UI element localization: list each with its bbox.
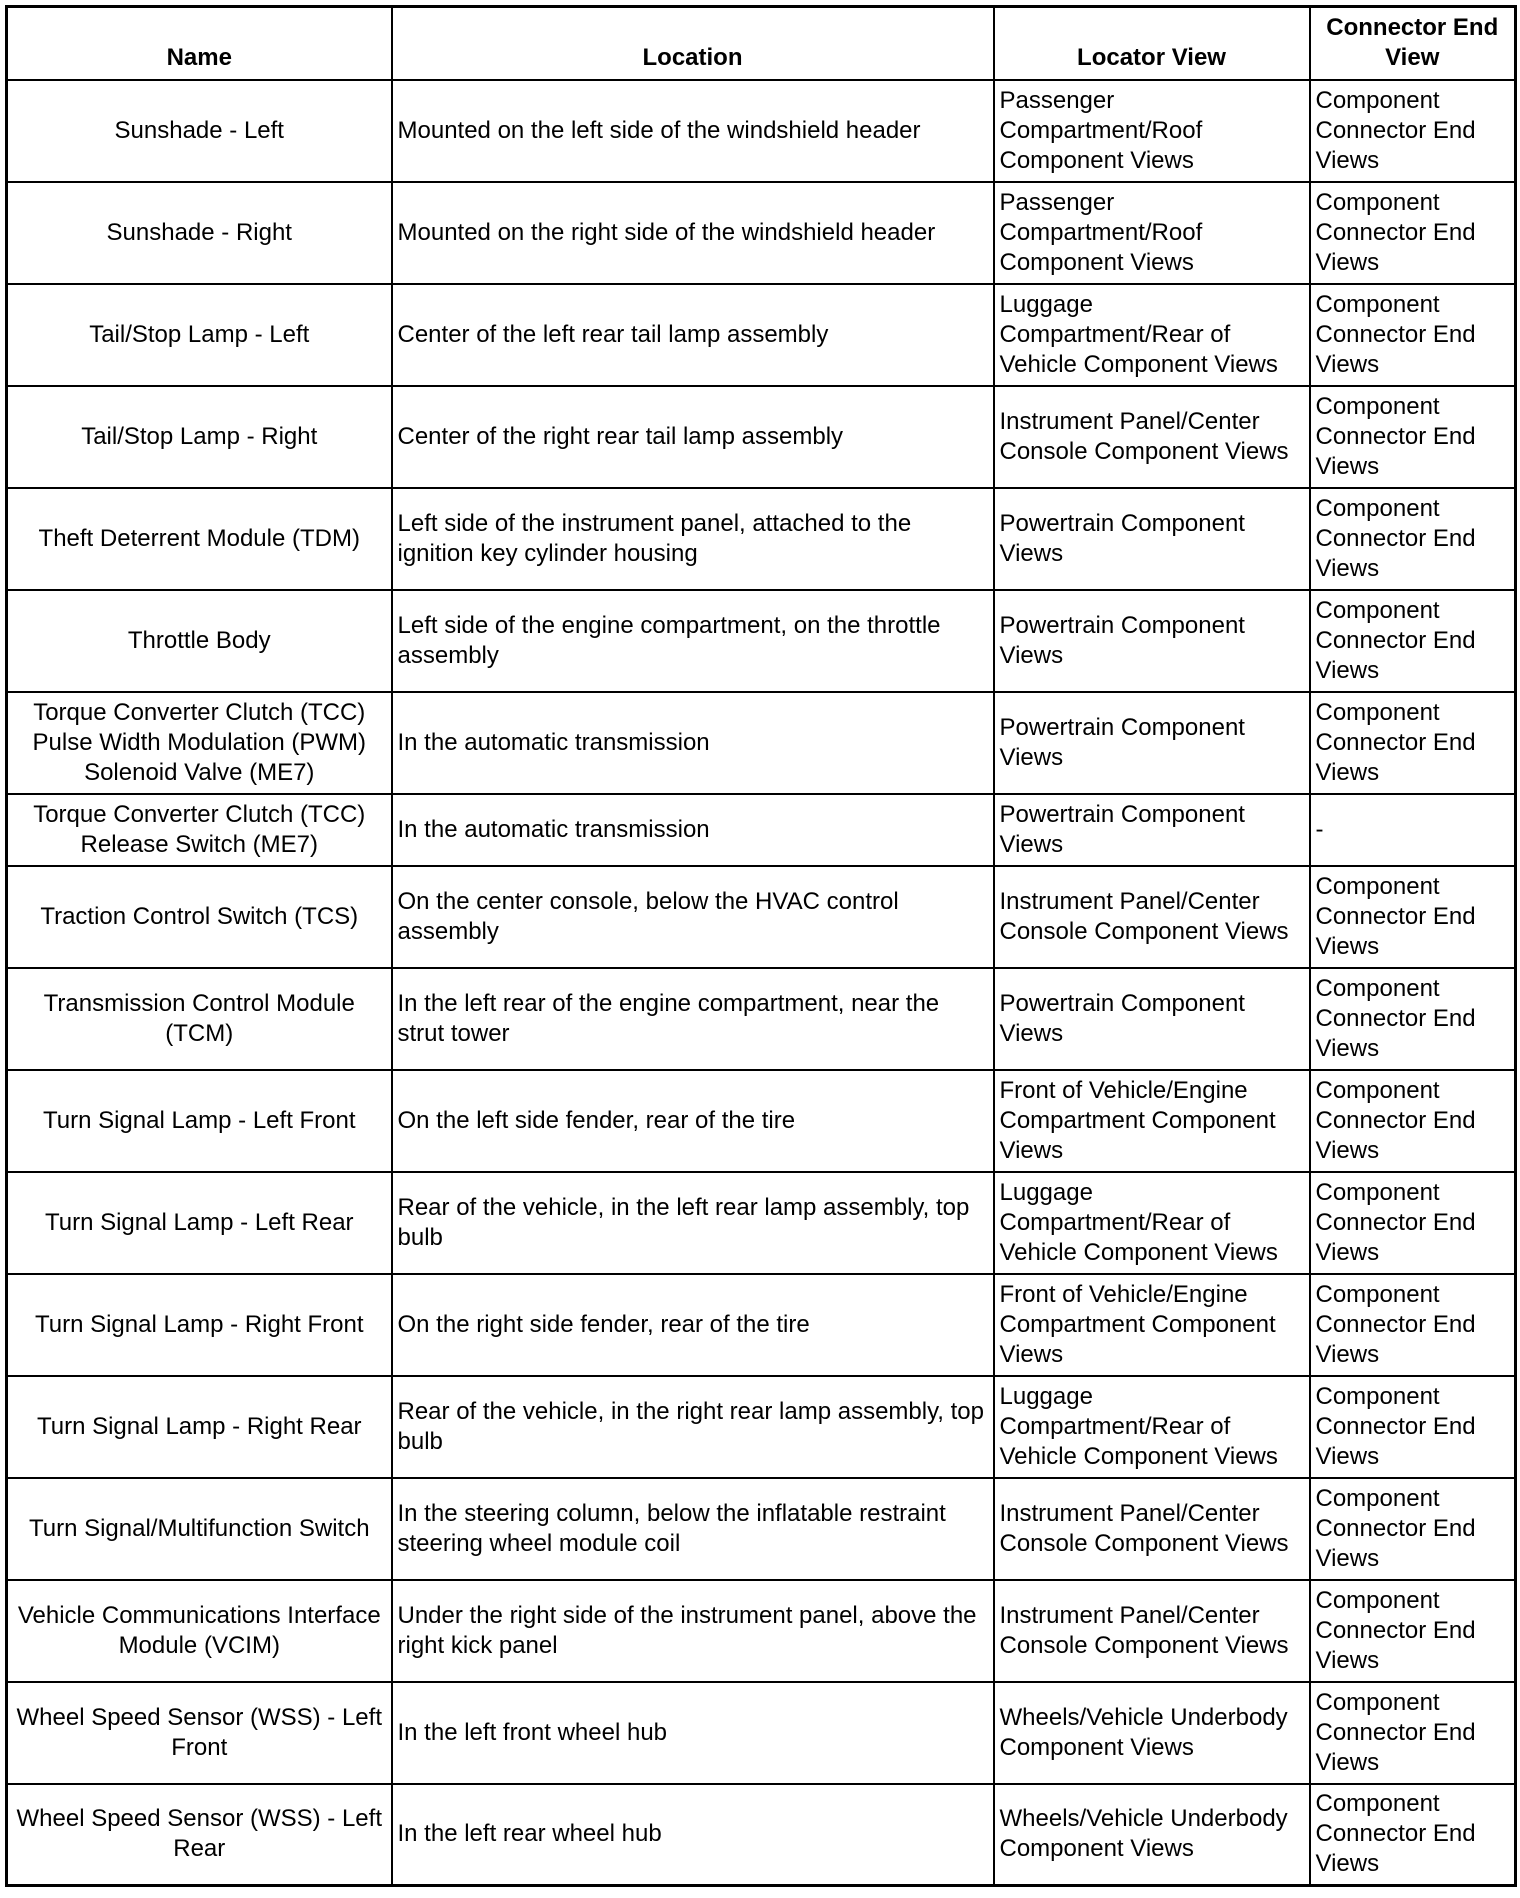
- table-row: [7, 1478, 1516, 1580]
- locator-view: Powertrain Component Views: [994, 968, 1310, 1070]
- connector-end-view: Component Connector End Views: [1310, 1172, 1516, 1274]
- locator-view: Front of Vehicle/Engine Compartment Component Views: [994, 1070, 1310, 1172]
- locator-view: Powertrain Component Views: [994, 590, 1310, 692]
- component-locator-table: [5, 5, 1517, 1887]
- locator-view: Luggage Compartment/Rear of Vehicle Component Views: [994, 1172, 1310, 1274]
- component-name: Throttle Body: [7, 590, 392, 692]
- locator-view: Front of Vehicle/Engine Compartment Component Views: [994, 1274, 1310, 1376]
- table-row: [7, 590, 1516, 692]
- table-row: [7, 1172, 1516, 1274]
- locator-view: Instrument Panel/Center Console Component Views: [994, 1580, 1310, 1682]
- component-name: Turn Signal Lamp - Right Rear: [7, 1376, 392, 1478]
- table-row: [7, 284, 1516, 386]
- component-name: Tail/Stop Lamp - Right: [7, 386, 392, 488]
- component-location: Mounted on the right side of the windshield header: [392, 182, 994, 284]
- component-name: Wheel Speed Sensor (WSS) - Left Rear: [7, 1784, 392, 1886]
- component-location: In the steering column, below the inflatable restraint steering wheel module coil: [392, 1478, 994, 1580]
- connector-end-view: Component Connector End Views: [1310, 1478, 1516, 1580]
- locator-view: Instrument Panel/Center Console Component Views: [994, 1478, 1310, 1580]
- table-row: [7, 80, 1516, 182]
- connector-end-view: Component Connector End Views: [1310, 1376, 1516, 1478]
- connector-end-view: Component Connector End Views: [1310, 1070, 1516, 1172]
- locator-view: Wheels/Vehicle Underbody Component Views: [994, 1784, 1310, 1886]
- component-location: Left side of the engine compartment, on the throttle assembly: [392, 590, 994, 692]
- locator-view: Passenger Compartment/Roof Component Views: [994, 80, 1310, 182]
- connector-end-view: Component Connector End Views: [1310, 488, 1516, 590]
- component-name: Turn Signal/Multifunction Switch: [7, 1478, 392, 1580]
- connector-end-view: Component Connector End Views: [1310, 80, 1516, 182]
- table-row: [7, 794, 1516, 866]
- component-name: Torque Converter Clutch (TCC) Release Switch (ME7): [7, 794, 392, 866]
- table-row: [7, 1070, 1516, 1172]
- table-row: [7, 182, 1516, 284]
- component-location: Mounted on the left side of the windshield header: [392, 80, 994, 182]
- locator-view: Instrument Panel/Center Console Component Views: [994, 866, 1310, 968]
- connector-end-view: Component Connector End Views: [1310, 1784, 1516, 1886]
- table-row: [7, 1784, 1516, 1886]
- table-row: [7, 1580, 1516, 1682]
- component-location: Center of the right rear tail lamp assembly: [392, 386, 994, 488]
- component-location: On the left side fender, rear of the tire: [392, 1070, 994, 1172]
- locator-view: Luggage Compartment/Rear of Vehicle Component Views: [994, 284, 1310, 386]
- component-location: Center of the left rear tail lamp assembly: [392, 284, 994, 386]
- component-name: Wheel Speed Sensor (WSS) - Left Front: [7, 1682, 392, 1784]
- component-name: Turn Signal Lamp - Left Rear: [7, 1172, 392, 1274]
- component-location: On the center console, below the HVAC control assembly: [392, 866, 994, 968]
- component-location: Rear of the vehicle, in the left rear lamp assembly, top bulb: [392, 1172, 994, 1274]
- locator-view: Powertrain Component Views: [994, 692, 1310, 794]
- component-name: Turn Signal Lamp - Left Front: [7, 1070, 392, 1172]
- table-row: [7, 866, 1516, 968]
- component-location: In the automatic transmission: [392, 794, 994, 866]
- table-row: [7, 1376, 1516, 1478]
- component-name: Theft Deterrent Module (TDM): [7, 488, 392, 590]
- connector-end-view: Component Connector End Views: [1310, 968, 1516, 1070]
- locator-view: Wheels/Vehicle Underbody Component Views: [994, 1682, 1310, 1784]
- component-location: In the left front wheel hub: [392, 1682, 994, 1784]
- table-row: [7, 968, 1516, 1070]
- connector-end-view: Component Connector End Views: [1310, 1274, 1516, 1376]
- component-name: Vehicle Communications Interface Module (VCIM): [7, 1580, 392, 1682]
- locator-view: Luggage Compartment/Rear of Vehicle Component Views: [994, 1376, 1310, 1478]
- component-name: Sunshade - Left: [7, 80, 392, 182]
- column-header-name: Name: [7, 7, 392, 80]
- component-location: Left side of the instrument panel, attached to the ignition key cylinder housing: [392, 488, 994, 590]
- table-row: [7, 386, 1516, 488]
- connector-end-view: Component Connector End Views: [1310, 1580, 1516, 1682]
- component-location: In the automatic transmission: [392, 692, 994, 794]
- component-name: Turn Signal Lamp - Right Front: [7, 1274, 392, 1376]
- locator-view: Powertrain Component Views: [994, 488, 1310, 590]
- locator-view: Powertrain Component Views: [994, 794, 1310, 866]
- component-location: In the left rear of the engine compartment, near the strut tower: [392, 968, 994, 1070]
- table-row: [7, 488, 1516, 590]
- component-name: Transmission Control Module (TCM): [7, 968, 392, 1070]
- connector-end-view: Component Connector End Views: [1310, 692, 1516, 794]
- table-header-row: [7, 7, 1516, 80]
- column-header-location: Location: [392, 7, 994, 80]
- connector-end-view: Component Connector End Views: [1310, 386, 1516, 488]
- connector-end-view: -: [1310, 794, 1516, 866]
- component-location: In the left rear wheel hub: [392, 1784, 994, 1886]
- component-location: On the right side fender, rear of the tire: [392, 1274, 994, 1376]
- component-location: Under the right side of the instrument panel, above the right kick panel: [392, 1580, 994, 1682]
- component-name: Tail/Stop Lamp - Left: [7, 284, 392, 386]
- component-name: Sunshade - Right: [7, 182, 392, 284]
- table-row: [7, 692, 1516, 794]
- connector-end-view: Component Connector End Views: [1310, 182, 1516, 284]
- column-header-locator-view: Locator View: [994, 7, 1310, 80]
- connector-end-view: Component Connector End Views: [1310, 866, 1516, 968]
- table-row: [7, 1274, 1516, 1376]
- component-name: Traction Control Switch (TCS): [7, 866, 392, 968]
- locator-view: Instrument Panel/Center Console Component Views: [994, 386, 1310, 488]
- table-row: [7, 1682, 1516, 1784]
- connector-end-view: Component Connector End Views: [1310, 1682, 1516, 1784]
- connector-end-view: Component Connector End Views: [1310, 590, 1516, 692]
- column-header-connector-end-view: Connector End View: [1310, 7, 1516, 80]
- component-location: Rear of the vehicle, in the right rear lamp assembly, top bulb: [392, 1376, 994, 1478]
- locator-view: Passenger Compartment/Roof Component Views: [994, 182, 1310, 284]
- component-name: Torque Converter Clutch (TCC) Pulse Width Modulation (PWM) Solenoid Valve (ME7): [7, 692, 392, 794]
- connector-end-view: Component Connector End Views: [1310, 284, 1516, 386]
